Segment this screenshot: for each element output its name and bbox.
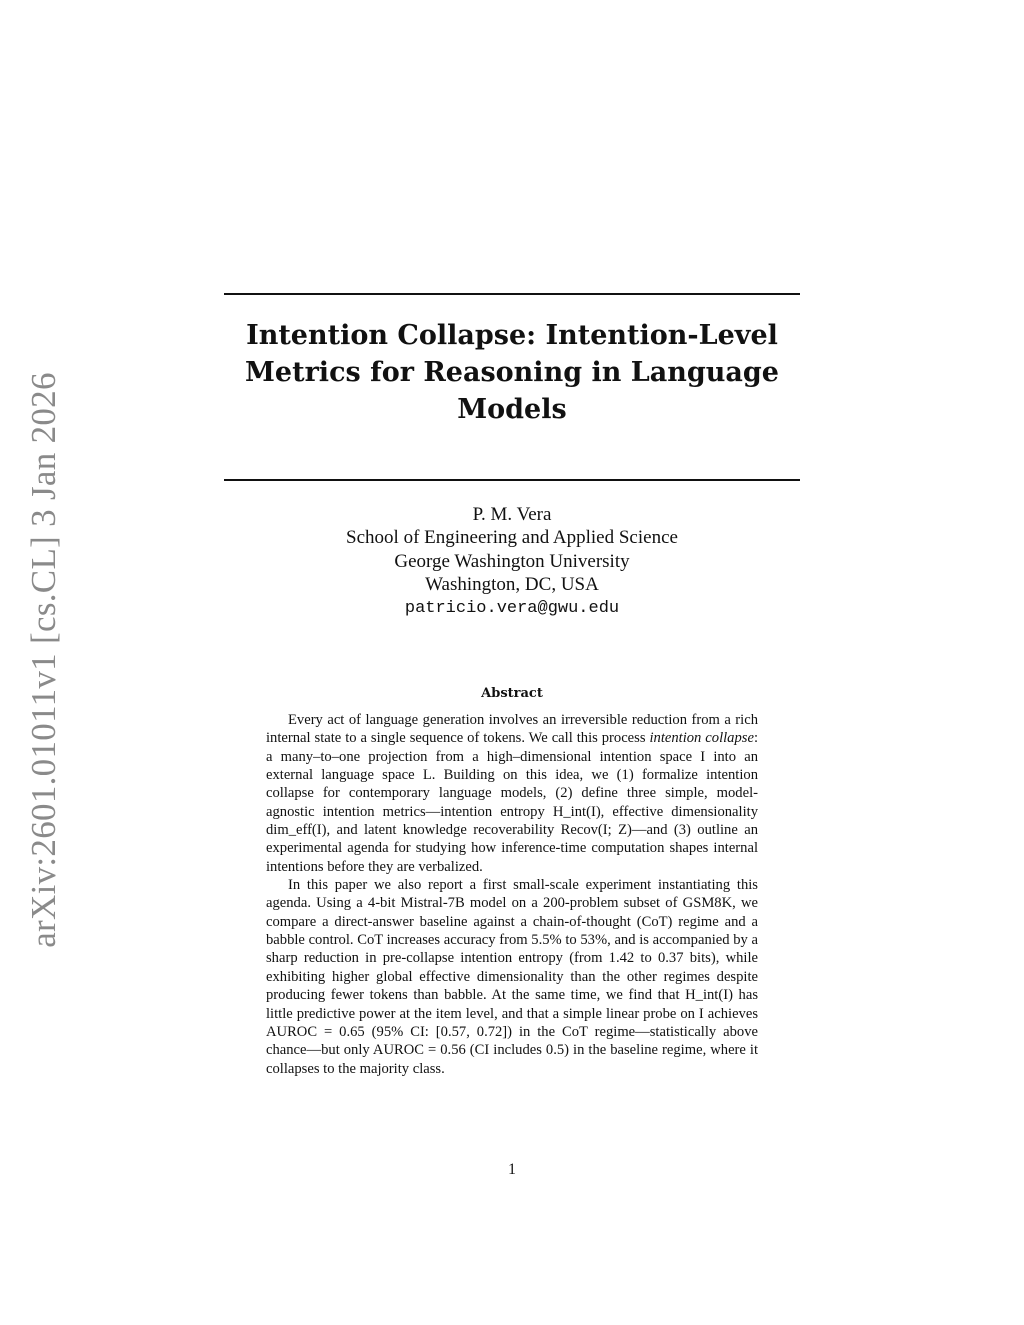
paper-title (224, 317, 800, 428)
title-rule-top (224, 293, 800, 295)
author-email[interactable]: patricio.vera@gwu.edu (404, 598, 620, 618)
abstract-text: Every act of language generation involves an irreversible reduction from a rich internal state to a single sequence of tokens. We call this process (266, 712, 758, 747)
title-line: Intention Collapse: Intention-Level (246, 320, 778, 351)
abstract-heading: Abstract (481, 686, 543, 701)
author-school: School of Engineering and Applied Science (346, 527, 678, 549)
author-block (224, 503, 800, 620)
arxiv-identifier-text: arXiv:2601.01011v1 [cs.CL] 3 Jan 2026 (24, 372, 63, 948)
author-location: Washington, DC, USA (425, 574, 599, 596)
title-line: Models (457, 394, 567, 425)
abstract-body (266, 711, 758, 1078)
abstract-text: : a many–to–one projection from a high–dimensional intention space I into an external language space L. Building on this idea, we (1) formalize intention collapse for contemporary language models, (2) define three simple, model-agnostic intention metrics—intention entropy H_int(I), effective dimensionality dim_eff(I), and latent knowledge recoverability Recov(I; Z)—and (3) outline an experimental agenda for studying how inference-time computation shapes internal intentions before they are verbalized. (266, 730, 758, 875)
arxiv-identifier-stamp (24, 372, 64, 948)
abstract-paragraph: In this paper we also report a first small-scale experiment instantiating this agenda. Using a 4-bit Mistral-7B model on a 200-problem subset of GSM8K, we compare a direct-answer baseline against a chain-of-thought (CoT) regime and a babble control. CoT increases accuracy from 5.5% to 53%, and is accompanied by a sharp reduction in pre-collapse intention entropy (from 1.42 to 0.37 bits), while exhibiting higher global effective dimensionality than the other regimes despite producing fewer tokens than babble. At the same time, we find that H_int(I) has little predictive power at the item level, and that a simple linear probe on I achieves AUROC = 0.65 (95% CI: [0.57, 0.72]) in the CoT regime—statistically above chance—but only AUROC = 0.56 (CI includes 0.5) in the baseline regime, where it collapses to the majority class. (266, 877, 758, 1077)
author-university: George Washington University (394, 550, 630, 572)
title-rule-bottom (224, 479, 800, 481)
title-line: Metrics for Reasoning in Language (245, 357, 779, 388)
abstract-paragraph (266, 711, 758, 876)
author-name: P. M. Vera (472, 504, 552, 525)
abstract-emphasis: intention collapse (649, 730, 754, 747)
page-number: 1 (508, 1161, 516, 1178)
